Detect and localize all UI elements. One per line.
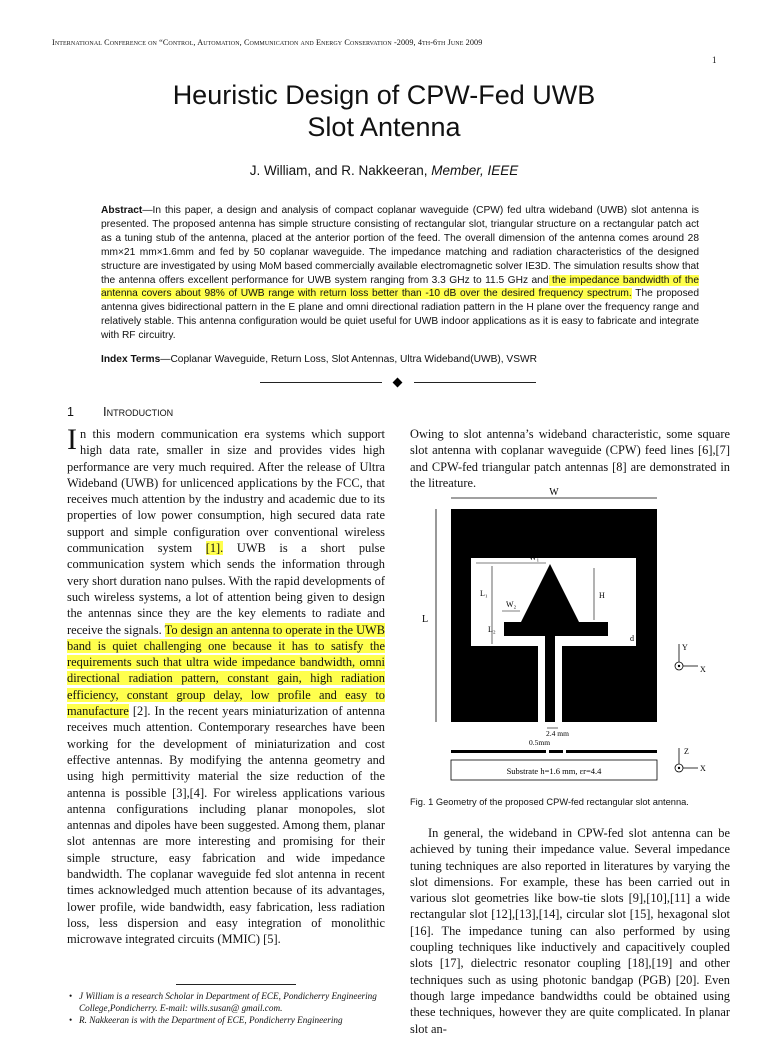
side-feed [549, 750, 563, 753]
intro-text: UWB is a short pulse communication system which sends the information through very short duration nano pulses. With the rapid developments of such wireless systems, a lot of attention being given to design the antennas since they are the key elements to radiate and receive the signals. [67, 541, 385, 637]
index-terms-label: Index Terms [101, 354, 161, 365]
intro-left-column [67, 423, 385, 948]
drop-cap: I [67, 423, 77, 456]
abstract-text: The proposed antenna gives bidirectional pattern in the E plane and omni directional radiation pattern in the H plane over the frequency range and relatively stable. This antenna configuration would be quiet useful for UWB indoor applications as it is easy to fabricate and integrate with RF circuitry. [101, 288, 700, 342]
abstract [101, 204, 699, 343]
intro-highlight: To design an antenna to operate in the UWB band is quiet challenging one because it has to satisfy the requirements such that ultra wide impedance bandwidth, omni directional radiation pattern, constant gain, high radiation efficiency, constant group delay, low profile and easy to manufacture [67, 622, 385, 719]
section-number: 1 [67, 405, 74, 419]
footnote-rule [176, 984, 296, 985]
side-ground-left [451, 750, 546, 753]
author-names: J. William, and R. Nakkeeran, [249, 163, 432, 178]
footnote-text: J William is a research Scholar in Department of ECE, Pondicherry Engineering College,Pondicherry. E-mail: wills.susan@ gmail.com. [79, 991, 377, 1013]
separator-rule-right [414, 382, 536, 383]
title-line-2: Slot Antenna [307, 112, 461, 142]
footnote-item [67, 990, 387, 1014]
intro-text: n this modern communication era systems which support high data rate, smaller in size and provides vides high performance are very much required. After the release of Ultra Wideband (UWB) for unlicenced applications by the FCC, that receives much attention by the industry and academic due to its properties of low power consumption, high secured data rate support and simple configuration over conventional wireless communication system [67, 427, 385, 556]
intro-right-top-paragraph [410, 426, 730, 491]
footnotes [67, 990, 387, 1026]
abstract-label: Abstract [101, 205, 143, 216]
label-axis-y: Y [682, 643, 688, 652]
label-l: L [422, 614, 429, 625]
separator-rule-left [260, 382, 382, 383]
label-gap: 0.5mm [529, 738, 551, 747]
figure-caption: Fig. 1 Geometry of the proposed CPW-fed rectangular slot antenna. [410, 797, 689, 807]
section-heading [67, 404, 173, 419]
footnote-item [67, 1014, 387, 1026]
bullet-icon: • [69, 991, 73, 1001]
label-feed-width: 2.4 mm [546, 729, 569, 738]
label-h: H [599, 591, 605, 600]
label-d: d [630, 634, 634, 643]
side-ground-right [566, 750, 657, 753]
antenna-geometry-figure [406, 484, 736, 784]
label-w2: W₂ [506, 600, 517, 609]
label-w1: W₁ [529, 553, 540, 562]
section-title: Introduction [103, 404, 174, 419]
intro-left-body [67, 423, 385, 947]
label-l2: L₂ [488, 625, 496, 634]
cpw-gap-right [555, 646, 562, 722]
axis-origin-dot-xy [678, 665, 680, 667]
title-line-1: Heuristic Design of CPW-Fed UWB [172, 80, 596, 110]
intro-right-top-text: Owing to slot antenna’s wideband characteristic, some square slot antenna with coplanar waveguide (CPW) feed lines [6],[7] and CPW-fed triangular patch antennas [8] are demonstrated in the litreature. [410, 427, 730, 490]
author-role: Member, IEEE [431, 163, 519, 178]
rectangular-patch [504, 622, 608, 636]
intro-highlight: [1]. [205, 541, 224, 556]
diamond-icon [393, 378, 403, 388]
label-l1: L₁ [480, 589, 488, 598]
intro-text: [2]. In the recent years miniaturization of antenna receives much attention. Contemporary researches have been working for the development of miniaturization and cost effective antennas. By modifying the antenna geometry and using high permittivity material the size reduction of the antenna is possible [3],[4]. For wireless applications various antenna configurations including planar monopoles, slot antennas and dipoles have been suggested. Among them, planar slot antennas are more interesting and promising for their simple structure, easy fabrication and wide impedance bandwidth. The coplanar waveguide fed slot antenna in recent times acknowledged much attention because of its advantages, lower profile, wide bandwidth, easy fabrication, less radiation loss, less dispersion and easy integration of monolithic microwave integrated circuits (MMIC) [5]. [67, 704, 385, 947]
bullet-icon: • [69, 1015, 73, 1025]
conference-header: International Conference on “Control, Automation, Communication and Energy Conservation -2009, 4th-6th June 2009 [52, 38, 483, 47]
label-axis-x: X [700, 665, 706, 674]
page-number: 1 [712, 55, 717, 65]
section-separator [260, 376, 536, 390]
index-terms-text: —Coplanar Waveguide, Return Loss, Slot Antennas, Ultra Wideband(UWB), VSWR [160, 354, 537, 365]
abstract-body [101, 205, 699, 341]
abstract-text: —In this paper, a design and analysis of compact coplanar waveguide (CPW) fed ultra wideband (UWB) slot antenna is presented. The proposed antenna has simple structure consisting of rectangular slot, triangular structure on a rectangular patch act as a tuning stub of the antenna, placed at the anterior portion of the feed. The overall dimension of the antenna comes around 28 mm×21 mm×1.6mm and fed by 50 coplanar waveguide. The impedance matching and radiation characteristics of the designed structure are investigated by using MoM based commercially available electromagnetic solver IE3D. The simulation results show that the antenna offers excellent performance for UWB system ranging from 3.3 GHz to 11.5 GHz and [101, 205, 699, 286]
axis-origin-dot-xz [678, 767, 680, 769]
intro-right-bottom-paragraph: In general, the wideband in CPW-fed slot antenna can be achieved by tuning their impedance value. Several impedance tuning techniques are also reported in literatures by varying the slot dimensions. For example, these has been carried out in various slot geometries like bow-tie slots [9],[10],[11] a wide rectangular slot [12],[13],[14], circular slot [15], hexagonal slot [16]. The impedance tuning can also performed by using coupling techniques like inductively and capacitively coupled slots [17], dielectric resonator coupling [18],[19] and other techniques such as using photonic bandgap (PGB) [20]. Even though large impedance bandwidths could be obtained using these techniques, however they are quite complicated. In planar slot an- [410, 826, 730, 1036]
index-terms [101, 354, 701, 365]
footnote-text: R. Nakkeeran is with the Department of ECE, Pondicherry Engineering [79, 1015, 343, 1025]
label-w: W [549, 487, 559, 498]
label-axis-z: Z [684, 747, 689, 756]
label-axis-x2: X [700, 764, 706, 773]
feed-line [545, 624, 555, 722]
abstract-highlight: the impedance bandwidth of the antenna covers about 98% of UWB range with return loss better than -10 dB over the desired frequency spectrum. [101, 274, 699, 300]
label-substrate: Substrate h=1.6 mm, εr=4.4 [506, 766, 602, 776]
paper-title [60, 79, 708, 143]
cpw-gap-left [538, 646, 545, 722]
author-line [60, 163, 708, 178]
